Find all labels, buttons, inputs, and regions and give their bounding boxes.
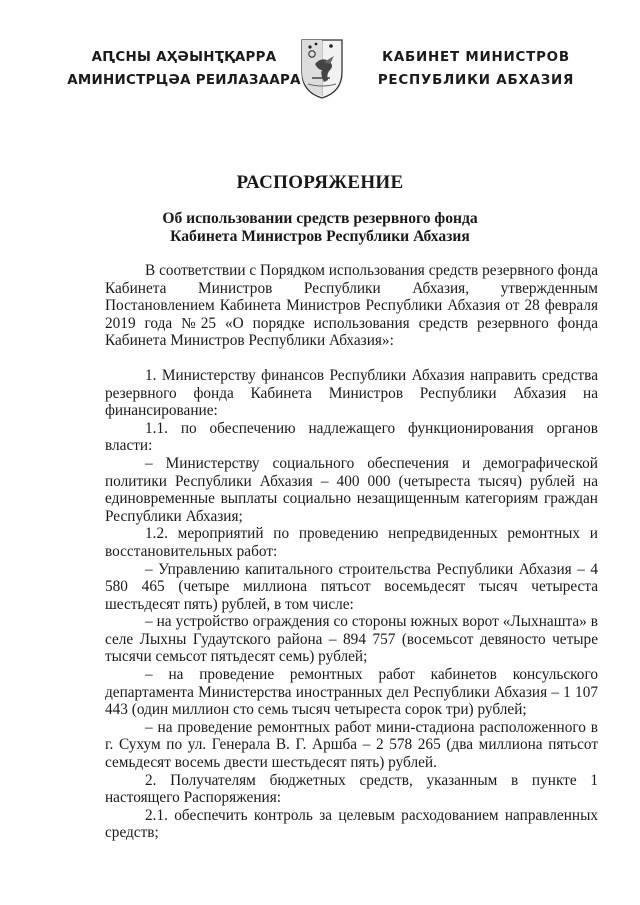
body-paragraph: – на устройство ограждения со стороны южных ворот «Лыхнашта» в селе Лыхны Гудаутского района – 894 757 (восемьсот девяносто четыре тысячи семьсот пятьдесят семь) рублей;	[105, 613, 598, 666]
subtitle-line2: Кабинета Министров Республики Абхазия	[170, 228, 470, 245]
document-subtitle	[0, 210, 640, 246]
abkhazia-coat-of-arms-icon	[300, 38, 344, 100]
header-abkhaz-line1: АԤСНЫ АҲӘЫНҬҚАРРА	[91, 50, 277, 65]
body-paragraph: 1.1. по обеспечению надлежащего функционирования органов власти:	[105, 419, 598, 455]
body-paragraph: 2. Получателям бюджетных средств, указанным в пункте 1 настоящего Распоряжения:	[105, 771, 598, 807]
header-russian	[368, 46, 584, 92]
header-abkhaz	[64, 46, 304, 92]
body-paragraph: 2.1. обеспечить контроль за целевым расходованием направленных средств;	[105, 806, 598, 842]
body-paragraph: – на проведение ремонтных работ кабинетов консульского департамента Министерства иностранных дел Республики Абхазия – 1 107 443 (один миллион сто семь тысяч четыреста сорок три) рублей;	[105, 666, 598, 719]
header-abkhaz-line2: АМИНИСТРЦӘА РЕИЛАЗААРА	[67, 73, 301, 88]
document-body	[105, 262, 598, 842]
body-paragraph: 1.2. мероприятий по проведению непредвиденных ремонтных и восстановительных работ:	[105, 525, 598, 560]
header-russian-line2: РЕСПУБЛИКИ АБХАЗИЯ	[377, 73, 575, 88]
body-paragraph: – Управлению капитального строительства Республики Абхазия – 4 580 465 (четыре миллиона пятьсот восемьдесят тысяч четыреста шестьдесят пять) рублей, в том числе:	[105, 560, 598, 613]
body-paragraph: 1. Министерству финансов Республики Абхазия направить средства резервного фонда Кабинета Министров Республики Абхазия на финансирование:	[105, 366, 598, 420]
body-paragraph: – на проведение ремонтных работ мини-стадиона расположенного в г. Сухум по ул. Генерала В. Г. Аршба – 2 578 265 (два миллиона пятьсот семьдесят восемь двести шестьдесят пять) рублей.	[105, 718, 598, 772]
header-russian-line1: КАБИНЕТ МИНИСТРОВ	[382, 50, 570, 65]
body-paragraph: – Министерству социального обеспечения и демографической политики Республики Абхазия – 400 000 (четыреста тысяч) рублей на единовременные выплаты социально незащищенным категориям граждан Республики Абхазия;	[105, 454, 598, 525]
subtitle-line1: Об использовании средств резервного фонда	[162, 210, 478, 227]
document-title: РАСПОРЯЖЕНИЕ	[236, 172, 404, 193]
preamble-paragraph: В соответствии с Порядком использования средств резервного фонда Кабинета Министров Республики Абхазия, утвержденным Постановлением Кабинета Министров Республики Абхазия от 28 февраля 2019 года №25 «О порядке использования средств резервного фонда Кабинета Министров Республики Абхазия»:	[105, 262, 598, 350]
